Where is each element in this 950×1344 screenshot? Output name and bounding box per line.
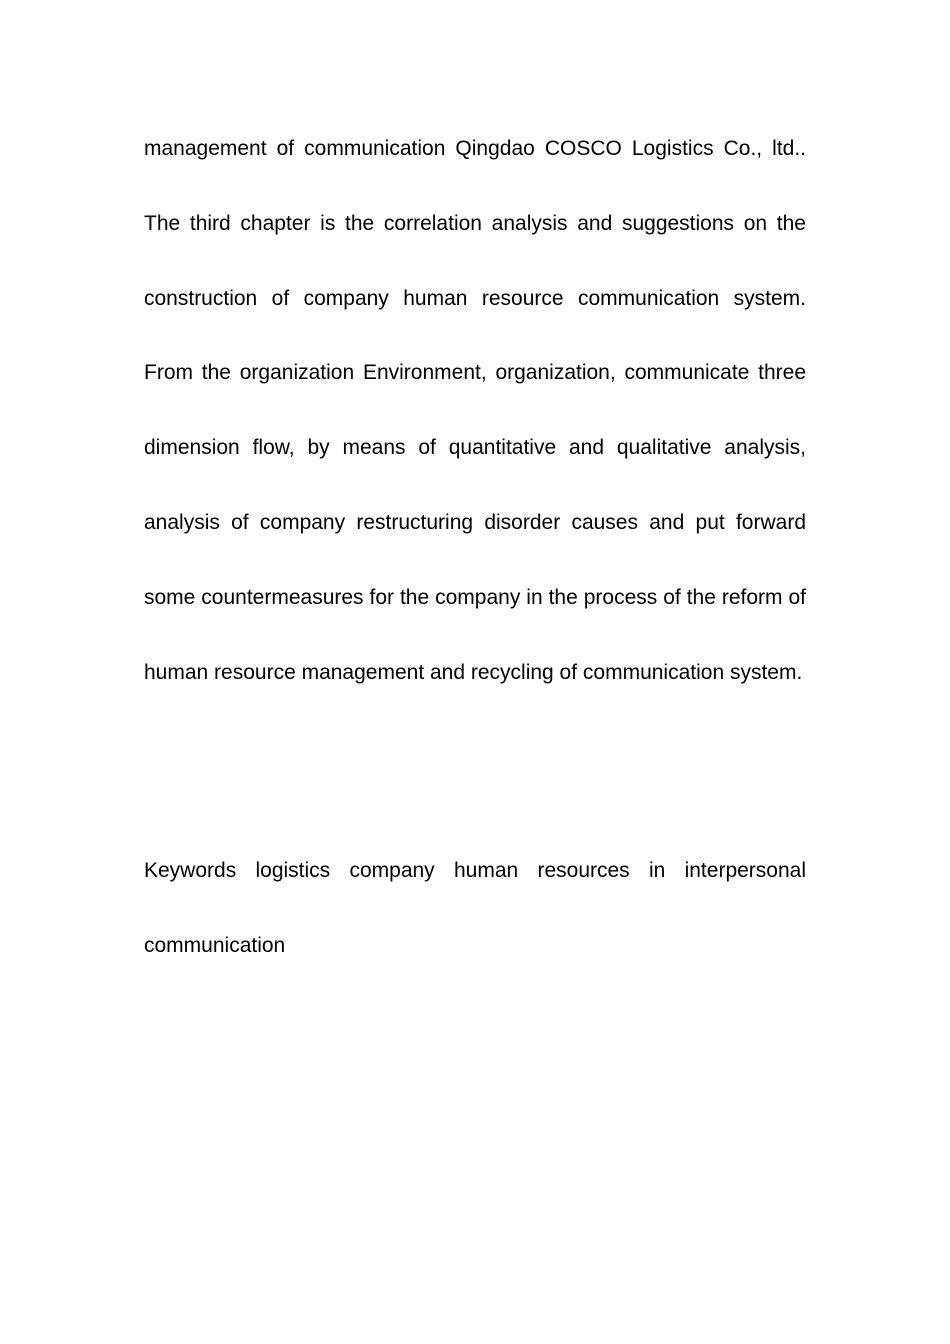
abstract-paragraph: management of communication Qingdao COSCO Logistics Co., ltd.. The third chapter is the correlation analysis and suggestions on the construction of company human resource communication system. From the organization Environment, organization, communicate three dimension flow, by means of quantitative and qualitative analysis, analysis of company restructuring disorder causes and put forward some countermeasures for the company in the process of the reform of human resource management and recycling of communication system. (144, 137, 806, 684)
keywords-paragraph: Keywords logistics company human resources in interpersonal communication (144, 859, 806, 957)
